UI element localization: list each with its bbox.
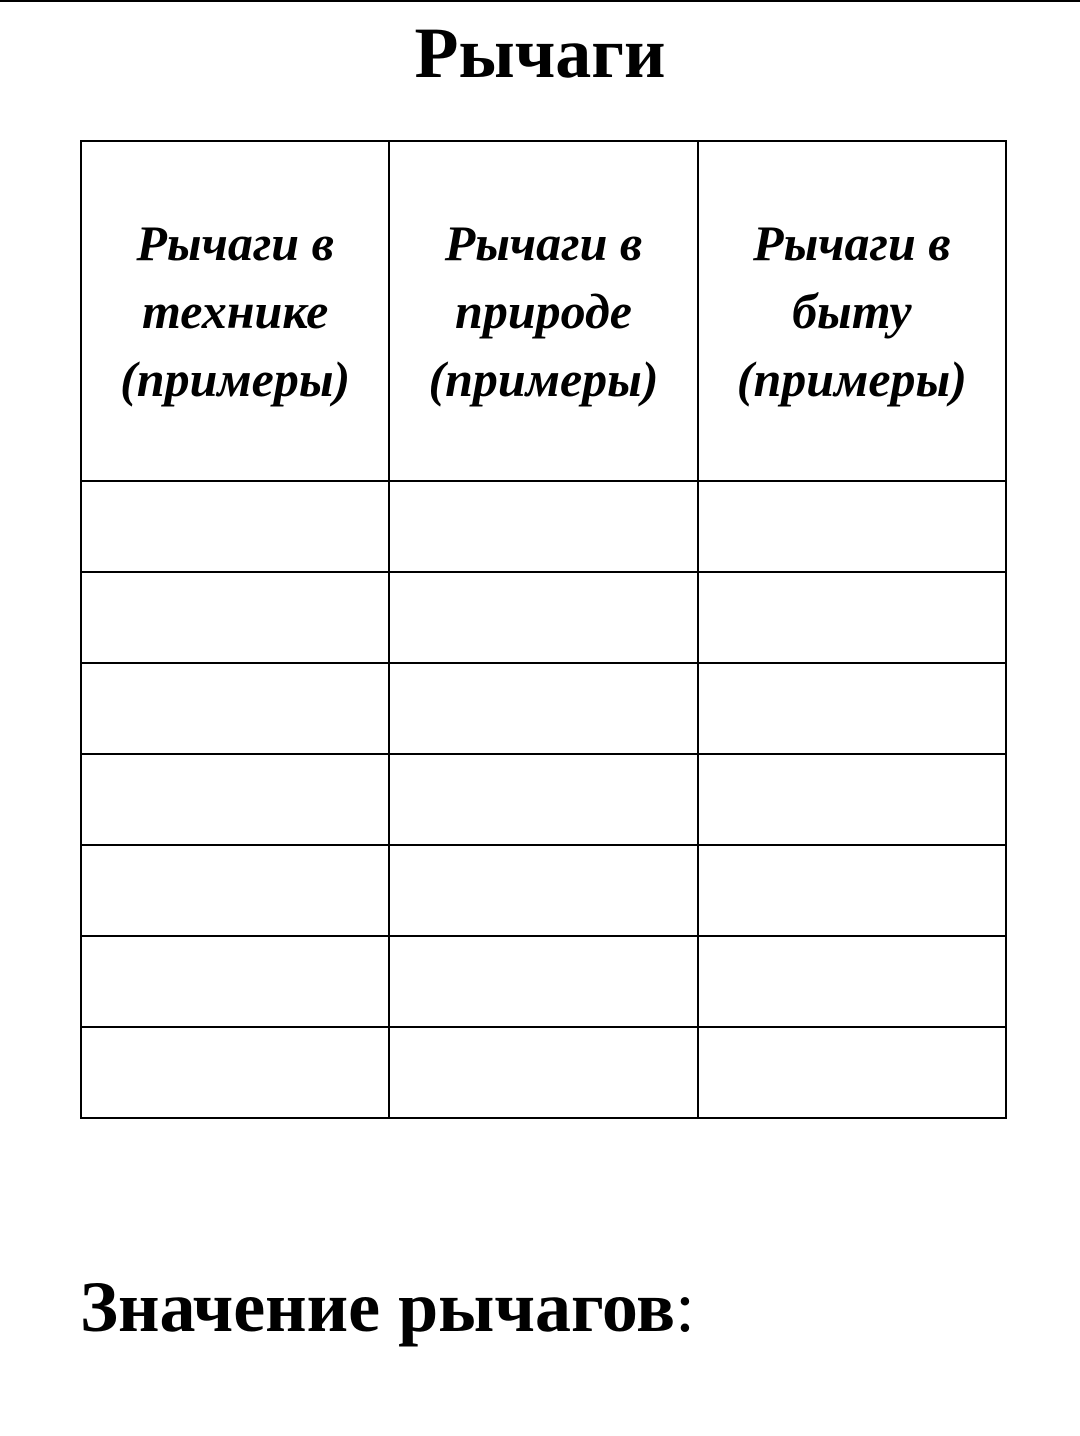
section-heading-colon: : xyxy=(674,1267,695,1347)
table-body xyxy=(81,481,1006,1118)
header-line: Рычаги в xyxy=(444,215,643,271)
answer-cell[interactable] xyxy=(81,936,389,1027)
table-row xyxy=(81,1027,1006,1118)
top-rule xyxy=(0,0,1080,2)
answer-cell[interactable] xyxy=(389,1027,697,1118)
header-nature xyxy=(389,141,697,481)
header-line: природе xyxy=(455,283,632,339)
section-heading-text: Значение рычагов xyxy=(80,1267,675,1347)
answer-cell[interactable] xyxy=(81,1027,389,1118)
table-row xyxy=(81,572,1006,663)
answer-cell[interactable] xyxy=(389,481,697,572)
table-row xyxy=(81,481,1006,572)
table-row xyxy=(81,936,1006,1027)
answer-cell[interactable] xyxy=(81,481,389,572)
answer-cell[interactable] xyxy=(81,754,389,845)
answer-cell[interactable] xyxy=(698,663,1006,754)
answer-cell[interactable] xyxy=(389,754,697,845)
answer-cell[interactable] xyxy=(698,481,1006,572)
header-line: (примеры) xyxy=(736,351,967,407)
table-row xyxy=(81,845,1006,936)
header-line: быту xyxy=(792,283,912,339)
header-line: (примеры) xyxy=(428,351,659,407)
table-row xyxy=(81,663,1006,754)
header-line: Рычаги в xyxy=(136,215,334,271)
examples-table xyxy=(80,140,1007,1119)
answer-cell[interactable] xyxy=(389,845,697,936)
page-title: Рычаги xyxy=(414,13,666,93)
answer-cell[interactable] xyxy=(698,754,1006,845)
answer-cell[interactable] xyxy=(389,663,697,754)
table-header-row xyxy=(81,141,1006,481)
table-row xyxy=(81,754,1006,845)
section-heading xyxy=(80,1262,695,1352)
answer-cell[interactable] xyxy=(389,936,697,1027)
header-household xyxy=(698,141,1006,481)
answer-cell[interactable] xyxy=(698,572,1006,663)
answer-cell[interactable] xyxy=(698,845,1006,936)
header-technology xyxy=(81,141,389,481)
header-line: технике xyxy=(141,283,329,339)
header-line: Рычаги в xyxy=(753,215,951,271)
answer-cell[interactable] xyxy=(81,572,389,663)
header-line: (примеры) xyxy=(120,351,351,407)
answer-cell[interactable] xyxy=(81,663,389,754)
answer-cell[interactable] xyxy=(698,1027,1006,1118)
answer-cell[interactable] xyxy=(698,936,1006,1027)
answer-cell[interactable] xyxy=(81,845,389,936)
answer-cell[interactable] xyxy=(389,572,697,663)
